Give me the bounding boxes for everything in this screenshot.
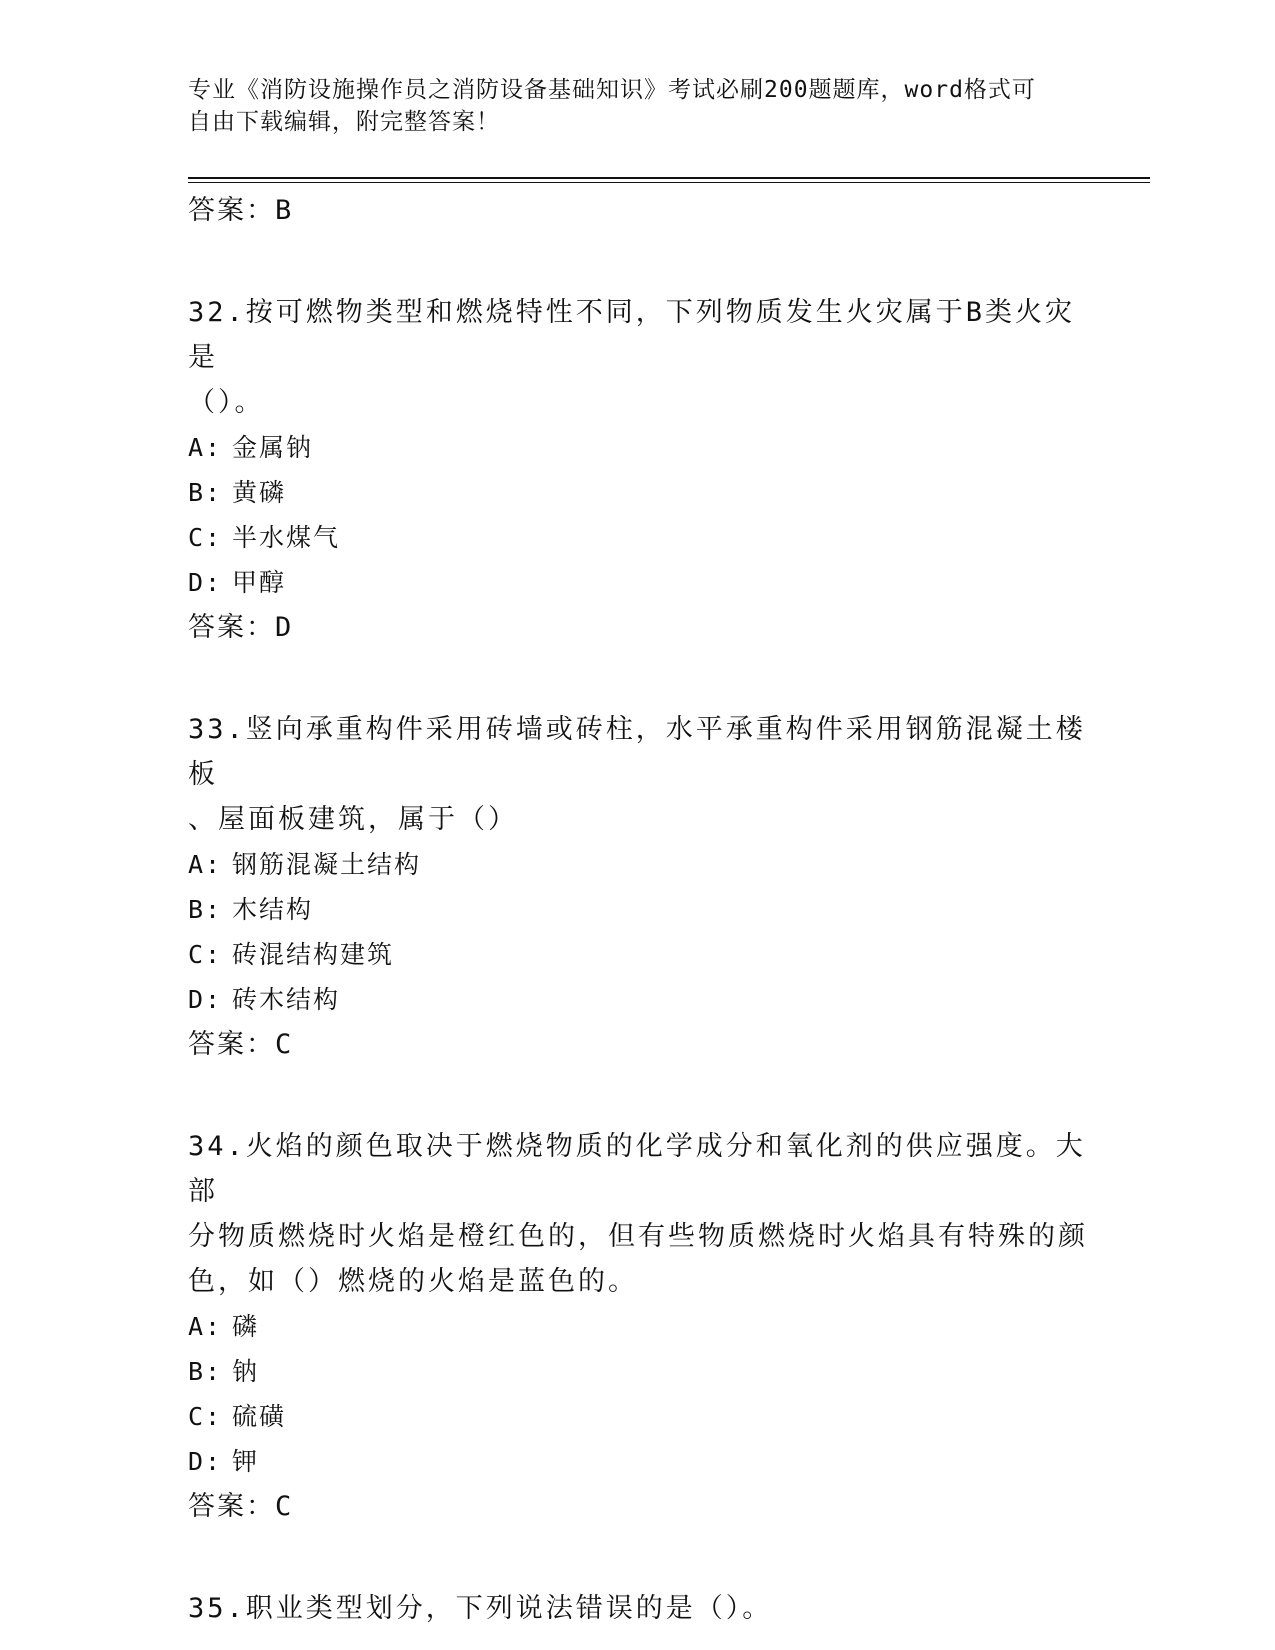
header-line-1: 专业《消防设施操作员之消防设备基础知识》考试必刷200题题库，word格式可 xyxy=(188,77,1036,103)
option-text: 金属钠 xyxy=(232,433,314,462)
option-c xyxy=(188,515,1088,560)
option-letter: A: xyxy=(188,433,223,462)
question-33 xyxy=(188,707,1088,1068)
option-text: 磷 xyxy=(232,1312,260,1341)
answer-34: 答案：C xyxy=(188,1491,294,1522)
spacer xyxy=(188,1530,1088,1586)
option-text: 钢筋混凝土结构 xyxy=(232,850,422,879)
question-text: 34.火焰的颜色取决于燃烧物质的化学成分和氧化剂的供应强度。大部 xyxy=(188,1131,1086,1207)
question-34 xyxy=(188,1124,1088,1530)
option-text: 硫磺 xyxy=(232,1402,287,1431)
option-text: 木结构 xyxy=(232,895,314,924)
option-text: 黄磷 xyxy=(232,478,287,507)
option-c xyxy=(188,932,1088,977)
option-d xyxy=(188,1439,1088,1484)
question-list xyxy=(188,188,1088,1631)
option-text: 甲醇 xyxy=(232,568,287,597)
question-text: 35.职业类型划分，下列说法错误的是（）。 xyxy=(188,1593,773,1624)
spacer xyxy=(188,1068,1088,1124)
option-text: 钾 xyxy=(232,1447,260,1476)
option-text: 砖木结构 xyxy=(232,985,341,1014)
option-letter: D: xyxy=(188,568,223,597)
header-line-2: 自由下载编辑，附完整答案！ xyxy=(188,109,500,135)
option-letter: B: xyxy=(188,895,223,924)
question-35 xyxy=(188,1586,1088,1631)
question-text: 33.竖向承重构件采用砖墙或砖柱，水平承重构件采用钢筋混凝土楼板 xyxy=(188,714,1086,790)
option-letter: C: xyxy=(188,523,223,552)
option-b xyxy=(188,887,1088,932)
answer-31: 答案：B xyxy=(188,195,294,226)
option-b xyxy=(188,1349,1088,1394)
option-text: 半水煤气 xyxy=(232,523,341,552)
question-text: 色，如（）燃烧的火焰是蓝色的。 xyxy=(188,1266,638,1297)
option-letter: A: xyxy=(188,850,223,879)
answer-33: 答案：C xyxy=(188,1029,294,1060)
page-header xyxy=(188,74,1088,138)
header-rule-thin xyxy=(188,182,1150,183)
question-text: 、屋面板建筑，属于（） xyxy=(188,804,518,835)
option-text: 钠 xyxy=(232,1357,260,1386)
option-letter: C: xyxy=(188,1402,223,1431)
option-letter: C: xyxy=(188,940,223,969)
option-c xyxy=(188,1394,1088,1439)
option-d xyxy=(188,560,1088,605)
question-text: （）。 xyxy=(188,387,265,418)
header-rule xyxy=(188,177,1150,179)
option-d xyxy=(188,977,1088,1022)
option-letter: D: xyxy=(188,1447,223,1476)
question-text: 32.按可燃物类型和燃烧特性不同，下列物质发生火灾属于B类火灾是 xyxy=(188,297,1076,373)
option-b xyxy=(188,470,1088,515)
option-letter: B: xyxy=(188,478,223,507)
option-a xyxy=(188,842,1088,887)
spacer xyxy=(188,651,1088,707)
option-text: 砖混结构建筑 xyxy=(232,940,395,969)
option-letter: B: xyxy=(188,1357,223,1386)
answer-32: 答案：D xyxy=(188,612,294,643)
option-a xyxy=(188,1304,1088,1349)
option-letter: A: xyxy=(188,1312,223,1341)
option-a xyxy=(188,425,1088,470)
option-letter: D: xyxy=(188,985,223,1014)
question-text: 分物质燃烧时火焰是橙红色的，但有些物质燃烧时火焰具有特殊的颜 xyxy=(188,1221,1088,1252)
spacer xyxy=(188,234,1088,290)
question-32 xyxy=(188,290,1088,651)
